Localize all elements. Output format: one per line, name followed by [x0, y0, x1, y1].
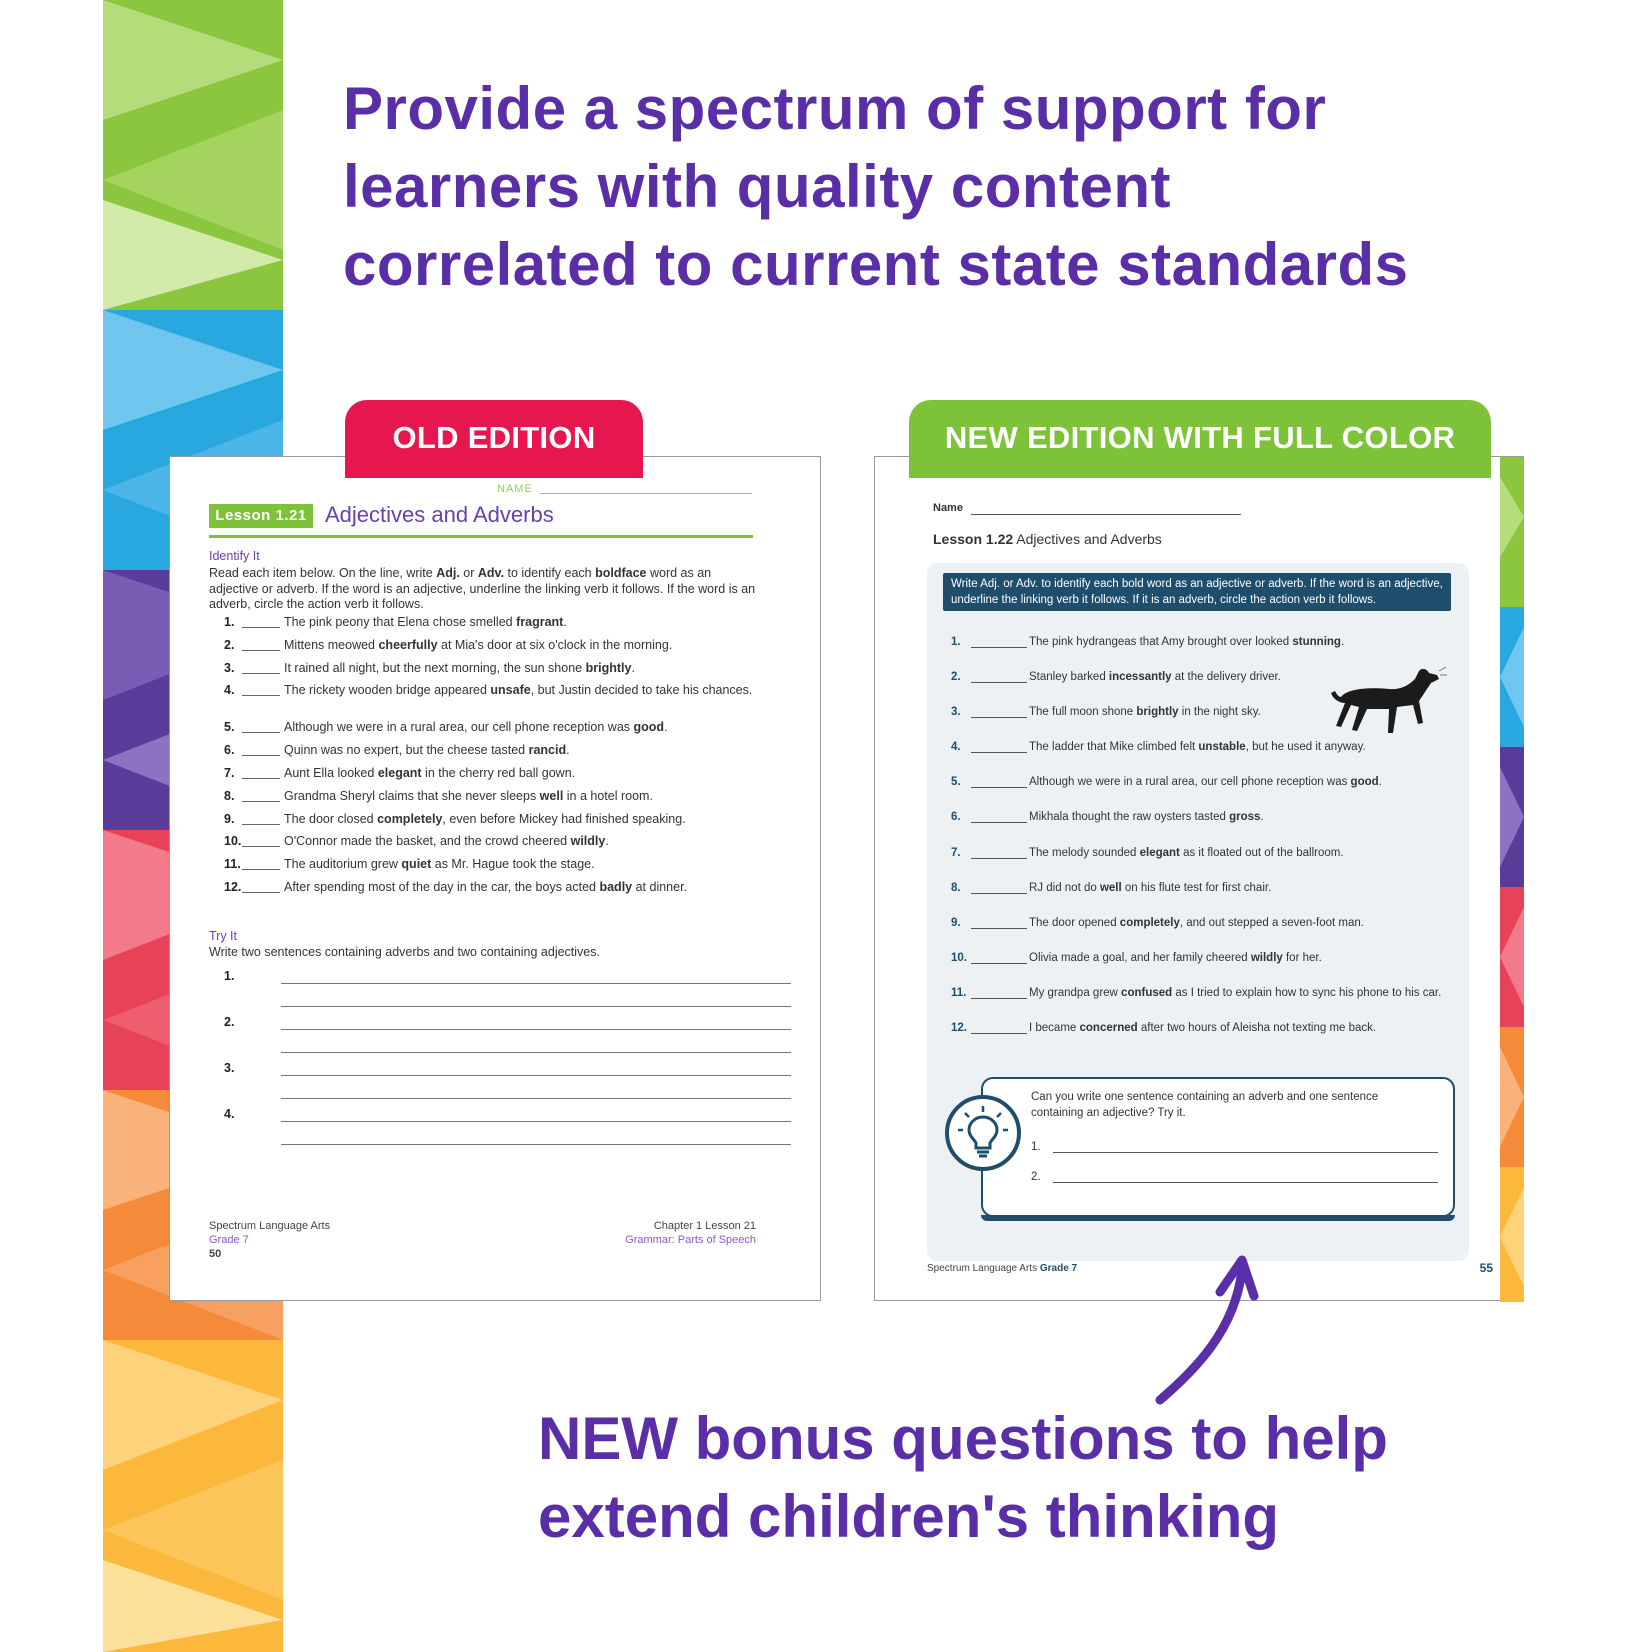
old-item-bold-word: cheerfully — [378, 637, 438, 652]
old-answer-blank — [242, 695, 280, 696]
new-page-number: 55 — [1479, 1261, 1493, 1275]
new-item-bold-word: unstable — [1198, 741, 1246, 754]
new-edition-page — [874, 456, 1524, 1301]
new-item-bold-word: confused — [1121, 986, 1173, 999]
old-footer-grade: Grade 7 — [209, 1234, 249, 1246]
new-list-item — [943, 776, 1443, 811]
old-write-number: 1. — [224, 969, 235, 983]
old-item-bold-word: brightly — [585, 660, 632, 675]
old-list-item — [209, 812, 769, 835]
new-lesson-number: Lesson 1.22 — [933, 531, 1014, 547]
new-item-text — [1029, 987, 1459, 999]
old-item-text — [284, 880, 754, 895]
old-write-line — [281, 1029, 791, 1030]
new-item-text-before: The melody sounded — [1029, 846, 1140, 859]
bonus-number-2: 2. — [1031, 1171, 1041, 1183]
old-instr-part: to identify each — [504, 566, 596, 580]
new-list-item — [943, 917, 1443, 952]
old-item-number: 4. — [224, 683, 235, 698]
headline — [343, 70, 1543, 304]
old-list-item — [209, 615, 769, 638]
new-item-text-after: in the night sky. — [1178, 706, 1261, 719]
old-list-item — [209, 720, 769, 743]
new-edition-tab: NEW EDITION WITH FULL COLOR — [909, 400, 1491, 478]
old-name-line — [540, 493, 752, 494]
old-write-number: 2. — [224, 1015, 235, 1029]
old-footer-series: Spectrum Language Arts — [209, 1220, 331, 1232]
bonus-number-1: 1. — [1031, 1141, 1041, 1153]
old-item-text-after: as Mr. Hague took the stage. — [431, 857, 595, 872]
old-item-text-before: The pink peony that Elena chose smelled — [284, 615, 517, 629]
old-item-text — [284, 789, 754, 804]
new-item-number: 8. — [951, 881, 961, 894]
old-item-text-after: . — [566, 743, 570, 758]
new-item-text-after: for her. — [1282, 951, 1322, 964]
lightbulb-icon — [943, 1093, 1023, 1173]
old-answer-blank — [242, 673, 280, 674]
new-item-text-after: at the delivery driver. — [1171, 671, 1281, 684]
bonus-callout-line-1: NEW bonus questions to help — [538, 1405, 1388, 1472]
new-item-number: 9. — [951, 916, 961, 929]
new-item-text-before: The pink hydrangeas that Amy brought over looked — [1029, 636, 1293, 648]
new-item-text-after: as it floated out of the ballroom. — [1179, 846, 1344, 859]
old-item-text-after: . — [631, 660, 635, 675]
new-item-text-before: I became — [1029, 1022, 1080, 1035]
new-item-text — [1029, 741, 1459, 753]
old-write-row-continued — [209, 1128, 769, 1151]
new-item-bold-word: stunning — [1292, 636, 1341, 648]
new-item-text — [1029, 847, 1459, 859]
new-item-text-after: . — [1340, 636, 1345, 648]
old-item-bold-word: good — [633, 720, 665, 735]
bonus-answer-line-1 — [1053, 1152, 1438, 1153]
new-name-label: Name — [933, 502, 963, 514]
old-item-text — [284, 615, 754, 630]
new-item-text-after: . — [1260, 811, 1264, 824]
old-write-row-continued — [209, 1036, 769, 1059]
old-answer-blank — [242, 846, 280, 847]
bonus-callout-line-2: extend children's thinking — [538, 1483, 1280, 1550]
old-list-item — [209, 857, 769, 880]
new-lesson-title: Adjectives and Adverbs — [1016, 531, 1162, 547]
old-instr-part: Read each item below. On the line, write — [209, 566, 437, 580]
bonus-question-box — [981, 1077, 1455, 1217]
old-write-line — [281, 1052, 791, 1053]
new-item-text-before: My grandpa grew — [1029, 986, 1122, 999]
old-item-text-before: It rained all night, but the next morning, the sun shone — [284, 660, 586, 675]
old-write-row — [209, 1059, 769, 1082]
old-write-line — [281, 1098, 791, 1099]
new-item-bold-word: well — [1099, 881, 1122, 894]
new-answer-blank — [971, 717, 1027, 718]
bonus-question-text: Can you write one sentence containing an adverb and one sentence containing an adjective? Try it. — [1031, 1091, 1379, 1119]
old-items-list — [209, 615, 769, 903]
old-answer-blank — [242, 824, 280, 825]
old-item-number: 8. — [224, 788, 235, 803]
old-write-line — [281, 1006, 791, 1007]
old-item-bold-word: well — [539, 788, 564, 803]
bonus-callout — [538, 1400, 1588, 1556]
old-item-text-after: . — [605, 834, 609, 849]
old-item-number: 5. — [224, 720, 235, 735]
new-item-text — [1029, 636, 1459, 648]
old-list-item — [209, 683, 769, 720]
new-answer-blank — [971, 1033, 1027, 1034]
headline-line-1: Provide a spectrum of support for — [343, 75, 1327, 142]
new-answer-blank — [971, 998, 1027, 999]
old-try-label: Try It — [209, 929, 238, 943]
new-item-text-before: The ladder that Mike climbed felt — [1029, 741, 1199, 754]
new-list-item — [943, 987, 1443, 1022]
new-answer-blank — [971, 858, 1027, 859]
old-item-bold-word: badly — [599, 879, 633, 894]
new-item-bold-word: concerned — [1079, 1022, 1138, 1035]
old-item-text — [284, 661, 754, 676]
new-item-bold-word: gross — [1229, 811, 1261, 824]
new-footer-grade: Grade 7 — [1039, 1263, 1078, 1274]
new-item-text — [1029, 917, 1459, 929]
old-answer-blank — [242, 892, 280, 893]
old-item-text-after: at Mia's door at six o'clock in the morning. — [437, 637, 673, 652]
new-answer-blank — [971, 963, 1027, 964]
curved-arrow-icon — [1140, 1250, 1260, 1410]
old-write-line — [281, 1144, 791, 1145]
old-item-text — [284, 683, 754, 698]
old-item-text-after: . — [563, 615, 567, 629]
old-write-line — [281, 983, 791, 984]
old-write-row — [209, 967, 769, 990]
old-write-row-continued — [209, 990, 769, 1013]
new-list-item — [943, 1022, 1443, 1057]
new-answer-blank — [971, 752, 1027, 753]
new-item-text-after: , but he used it anyway. — [1245, 741, 1366, 754]
new-item-text — [1029, 776, 1459, 788]
headline-line-2: learners with quality content — [343, 153, 1171, 220]
new-item-number: 7. — [951, 846, 961, 859]
new-list-item — [943, 811, 1443, 846]
new-item-bold-word: incessantly — [1108, 671, 1172, 684]
old-answer-blank — [242, 755, 280, 756]
old-list-item — [209, 638, 769, 661]
old-list-item — [209, 834, 769, 857]
new-item-text-after: on his flute test for first chair. — [1121, 881, 1272, 894]
old-list-item — [209, 766, 769, 789]
old-item-bold-word: wildly — [570, 834, 606, 849]
new-item-number: 12. — [951, 1022, 967, 1035]
old-answer-blank — [242, 650, 280, 651]
old-write-line — [281, 1075, 791, 1076]
old-instructions — [209, 566, 757, 613]
old-item-number: 2. — [224, 637, 235, 652]
old-item-text-after: in the cherry red ball gown. — [421, 765, 576, 780]
old-item-text — [284, 834, 754, 849]
old-item-number: 1. — [224, 615, 235, 629]
old-item-text-after: . — [664, 720, 668, 735]
old-answer-blank — [242, 869, 280, 870]
old-item-text-before: The door closed — [284, 811, 378, 826]
old-page-number: 50 — [209, 1248, 222, 1260]
old-footer-left — [209, 1219, 330, 1261]
old-item-text — [284, 638, 754, 653]
new-lesson-heading — [933, 531, 1162, 547]
old-answer-blank — [242, 627, 280, 628]
old-name-label: NAME — [497, 483, 533, 495]
old-instr-part: or — [459, 566, 478, 580]
new-item-text-before: Stanley barked — [1029, 671, 1109, 684]
old-item-text-before: The rickety wooden bridge appeared — [284, 683, 491, 698]
old-write-lines — [209, 967, 769, 1151]
new-item-number: 5. — [951, 776, 961, 789]
headline-line-3: correlated to current state standards — [343, 231, 1409, 298]
new-item-text-before: RJ did not do — [1029, 881, 1100, 894]
new-item-text-after: , and out stepped a seven-foot man. — [1179, 916, 1364, 929]
new-item-number: 2. — [951, 671, 961, 684]
old-item-text-before: The auditorium grew — [284, 857, 402, 872]
new-item-bold-word: brightly — [1136, 706, 1179, 719]
old-list-item — [209, 880, 769, 903]
new-instructions: Write Adj. or Adv. to identify each bold word as an adjective or adverb. If the word is an adjective, underline the linking verb it follows. If it is an adverb, circle the action verb it follows. — [943, 573, 1451, 611]
old-item-number: 10. — [224, 834, 242, 849]
new-answer-blank — [971, 787, 1027, 788]
new-answer-blank — [971, 647, 1027, 648]
old-edition-page — [169, 456, 821, 1301]
old-item-number: 6. — [224, 743, 235, 758]
old-footer-right — [625, 1219, 756, 1247]
new-item-number: 4. — [951, 741, 961, 754]
old-item-text — [284, 720, 754, 735]
old-footer-chapter: Chapter 1 Lesson 21 — [653, 1220, 756, 1232]
new-item-bold-word: good — [1350, 776, 1379, 789]
old-item-number: 9. — [224, 811, 235, 826]
new-item-number: 1. — [951, 636, 961, 648]
new-list-item — [943, 741, 1443, 776]
old-item-text-before: Although we were in a rural area, our cell phone reception was — [284, 720, 634, 735]
old-write-number: 3. — [224, 1061, 235, 1075]
new-item-text — [1029, 952, 1459, 964]
old-instr-bold: Adv. — [477, 566, 505, 580]
new-answer-blank — [971, 822, 1027, 823]
old-item-bold-word: quiet — [401, 857, 432, 872]
new-item-number: 3. — [951, 706, 961, 719]
old-answer-blank — [242, 801, 280, 802]
new-list-item — [943, 882, 1443, 917]
new-answer-blank — [971, 928, 1027, 929]
new-item-text-before: Although we were in a rural area, our cell phone reception was — [1029, 776, 1351, 789]
dog-illustration — [1327, 661, 1447, 741]
new-item-text — [1029, 1022, 1459, 1034]
old-item-bold-word: rancid — [528, 743, 567, 758]
old-item-text-after: , even before Mickey had finished speaking. — [442, 811, 686, 826]
old-item-number: 7. — [224, 765, 235, 780]
new-item-text — [1029, 882, 1459, 894]
old-try-instructions: Write two sentences containing adverbs and two containing adjectives. — [209, 945, 600, 959]
old-item-text — [284, 743, 754, 758]
new-name-line — [971, 514, 1241, 515]
old-item-text — [284, 766, 754, 781]
new-answer-blank — [971, 893, 1027, 894]
new-item-text-before: The door opened — [1029, 916, 1120, 929]
new-answer-blank — [971, 682, 1027, 683]
old-item-bold-word: fragrant — [516, 615, 564, 629]
new-item-bold-word: wildly — [1250, 951, 1283, 964]
new-item-bold-word: completely — [1119, 916, 1180, 929]
old-item-bold-word: unsafe — [490, 683, 531, 698]
old-list-item — [209, 789, 769, 812]
new-item-number: 6. — [951, 811, 961, 824]
old-identify-label: Identify It — [209, 549, 260, 563]
old-item-number: 3. — [224, 660, 235, 675]
old-item-bold-word: completely — [377, 811, 443, 826]
old-answer-blank — [242, 732, 280, 733]
new-item-text-before: Mikhala thought the raw oysters tasted — [1029, 811, 1230, 824]
old-answer-blank — [242, 778, 280, 779]
old-item-text — [284, 812, 754, 827]
old-item-text — [284, 857, 754, 872]
old-item-text-after: in a hotel room. — [563, 788, 653, 803]
old-item-number: 11. — [224, 857, 241, 872]
new-item-number: 10. — [951, 951, 967, 964]
old-list-item — [209, 661, 769, 684]
new-list-item — [943, 952, 1443, 987]
new-item-text-after: . — [1378, 776, 1382, 789]
new-footer — [927, 1263, 1077, 1274]
old-write-row — [209, 1013, 769, 1036]
new-item-text-after: as I tried to explain how to sync his phone to his car. — [1172, 986, 1442, 999]
old-edition-tab: OLD EDITION — [345, 400, 643, 478]
new-item-text-before: The full moon shone — [1029, 706, 1137, 719]
old-item-text-before: Quinn was no expert, but the cheese tasted — [284, 743, 529, 758]
old-instr-bold: boldface — [595, 566, 647, 580]
new-footer-series: Spectrum Language Arts — [927, 1263, 1040, 1274]
old-write-row — [209, 1105, 769, 1128]
old-item-text-before: Aunt Ella looked — [284, 765, 378, 780]
new-page-color-strip — [1500, 457, 1524, 1302]
old-item-text-after: , but Justin decided to take his chances. — [530, 683, 753, 698]
new-item-text — [1029, 811, 1459, 823]
new-item-text-after: after two hours of Aleisha not texting me back. — [1137, 1022, 1377, 1035]
old-item-bold-word: elegant — [377, 765, 422, 780]
old-item-text-before: O'Connor made the basket, and the crowd cheered — [284, 834, 571, 849]
old-lesson-badge: Lesson 1.21 — [209, 504, 313, 528]
old-write-line — [281, 1121, 791, 1122]
old-lesson-title: Adjectives and Adverbs — [325, 502, 554, 527]
old-title-rule — [209, 535, 753, 538]
new-item-number: 11. — [951, 986, 967, 999]
new-list-item — [943, 847, 1443, 882]
old-list-item — [209, 743, 769, 766]
old-item-text-after: at dinner. — [632, 879, 688, 894]
new-item-bold-word: elegant — [1139, 846, 1180, 859]
old-footer-topic: Grammar: Parts of Speech — [625, 1234, 756, 1246]
old-item-text-before: Grandma Sheryl claims that she never sleeps — [284, 788, 540, 803]
old-instr-bold: Adj. — [436, 566, 460, 580]
old-item-number: 12. — [224, 879, 242, 894]
old-write-number: 4. — [224, 1107, 235, 1121]
bonus-answer-line-2 — [1053, 1182, 1438, 1183]
old-item-text-before: Mittens meowed — [284, 637, 379, 652]
old-write-row-continued — [209, 1082, 769, 1105]
old-item-text-before: After spending most of the day in the car, the boys acted — [284, 879, 600, 894]
old-instr-part: word as an adjective or adverb. If the word is an adjective, underline the linking verb it follows. If the word is an adverb, circle the action verb it follows. — [209, 566, 756, 611]
new-item-text-before: Olivia made a goal, and her family cheered — [1029, 951, 1251, 964]
